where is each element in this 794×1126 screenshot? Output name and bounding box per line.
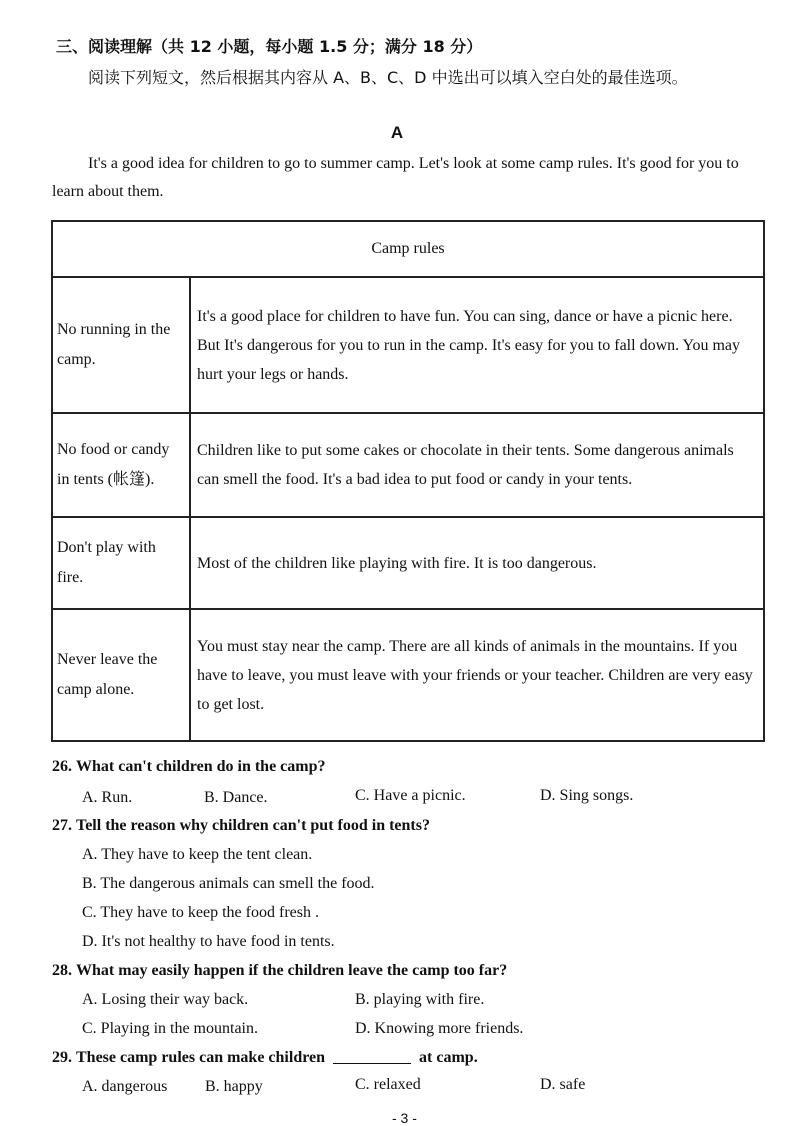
option-27-b[interactable]: B. The dangerous animals can smell the food.	[82, 875, 375, 892]
option-27-c[interactable]: C. They have to keep the food fresh .	[82, 904, 319, 921]
rule-description: You must stay near the camp. There are all kinds of animals in the mountains. If you have to leave, you must leave with your friends or your teacher. Children are very easy to get lost.	[190, 609, 764, 741]
answer-blank	[333, 1063, 411, 1064]
option-28-a[interactable]: A. Losing their way back.	[82, 991, 249, 1008]
rule-description: Children like to put some cakes or chocolate in their tents. Some dangerous animals can smell the food. It's a bad idea to put food or candy in your tents.	[190, 413, 764, 517]
table-header: Camp rules	[52, 221, 764, 277]
question-27	[52, 817, 430, 835]
question-number: 26.	[52, 758, 72, 775]
passage-label: A	[390, 123, 404, 142]
rule-description: Most of the children like playing with fire. It is too dangerous.	[190, 517, 764, 609]
table-row	[52, 609, 764, 741]
option-26-d[interactable]: D. Sing songs.	[540, 787, 634, 804]
question-number: 29.	[52, 1049, 72, 1066]
page-number: - 3 -	[392, 1110, 417, 1126]
rule-name: No running in the camp.	[52, 277, 190, 413]
section-title: 三、阅读理解（共 12 小题，每小题 1.5 分；满分 18 分）	[56, 37, 483, 56]
question-28	[52, 962, 507, 980]
option-29-a[interactable]: A. dangerous	[82, 1078, 168, 1095]
question-26	[52, 758, 326, 776]
option-27-d[interactable]: D. It's not healthy to have food in tents.	[82, 933, 335, 950]
option-28-b[interactable]: B. playing with fire.	[355, 991, 485, 1008]
section-instruction: 阅读下列短文，然后根据其内容从 A、B、C、D 中选出可以填入空白处的最佳选项。	[88, 68, 688, 87]
option-26-b[interactable]: B. Dance.	[204, 789, 268, 806]
option-29-b[interactable]: B. happy	[205, 1078, 263, 1095]
table-row	[52, 277, 764, 413]
rule-description: It's a good place for children to have fun. You can sing, dance or have a picnic here. But It's dangerous for you to run in the camp. It's easy for you to fall down. You may hurt your legs or hands.	[190, 277, 764, 413]
question-text-after: at camp.	[419, 1049, 478, 1066]
question-29	[52, 1049, 478, 1067]
camp-rules-table	[51, 220, 765, 742]
passage-intro: It's a good idea for children to go to summer camp. Let's look at some camp rules. It's good for you to learn about them.	[52, 155, 739, 200]
option-26-c[interactable]: C. Have a picnic.	[355, 787, 466, 804]
question-number: 28.	[52, 962, 72, 979]
option-29-c[interactable]: C. relaxed	[355, 1076, 421, 1093]
option-28-d[interactable]: D. Knowing more friends.	[355, 1020, 524, 1037]
rule-name: Never leave the camp alone.	[52, 609, 190, 741]
question-text-before: These camp rules can make children	[76, 1049, 326, 1066]
option-26-a[interactable]: A. Run.	[82, 789, 133, 806]
table-row	[52, 413, 764, 517]
question-text: Tell the reason why children can't put food in tents?	[76, 817, 430, 834]
question-text: What can't children do in the camp?	[76, 758, 326, 775]
option-27-a[interactable]: A. They have to keep the tent clean.	[82, 846, 313, 863]
option-28-c[interactable]: C. Playing in the mountain.	[82, 1020, 258, 1037]
option-29-d[interactable]: D. safe	[540, 1076, 586, 1093]
question-text: What may easily happen if the children leave the camp too far?	[76, 962, 508, 979]
rule-name: Don't play with fire.	[52, 517, 190, 609]
rule-name: No food or candy in tents (帐篷).	[52, 413, 190, 517]
table-row	[52, 517, 764, 609]
question-number: 27.	[52, 817, 72, 834]
